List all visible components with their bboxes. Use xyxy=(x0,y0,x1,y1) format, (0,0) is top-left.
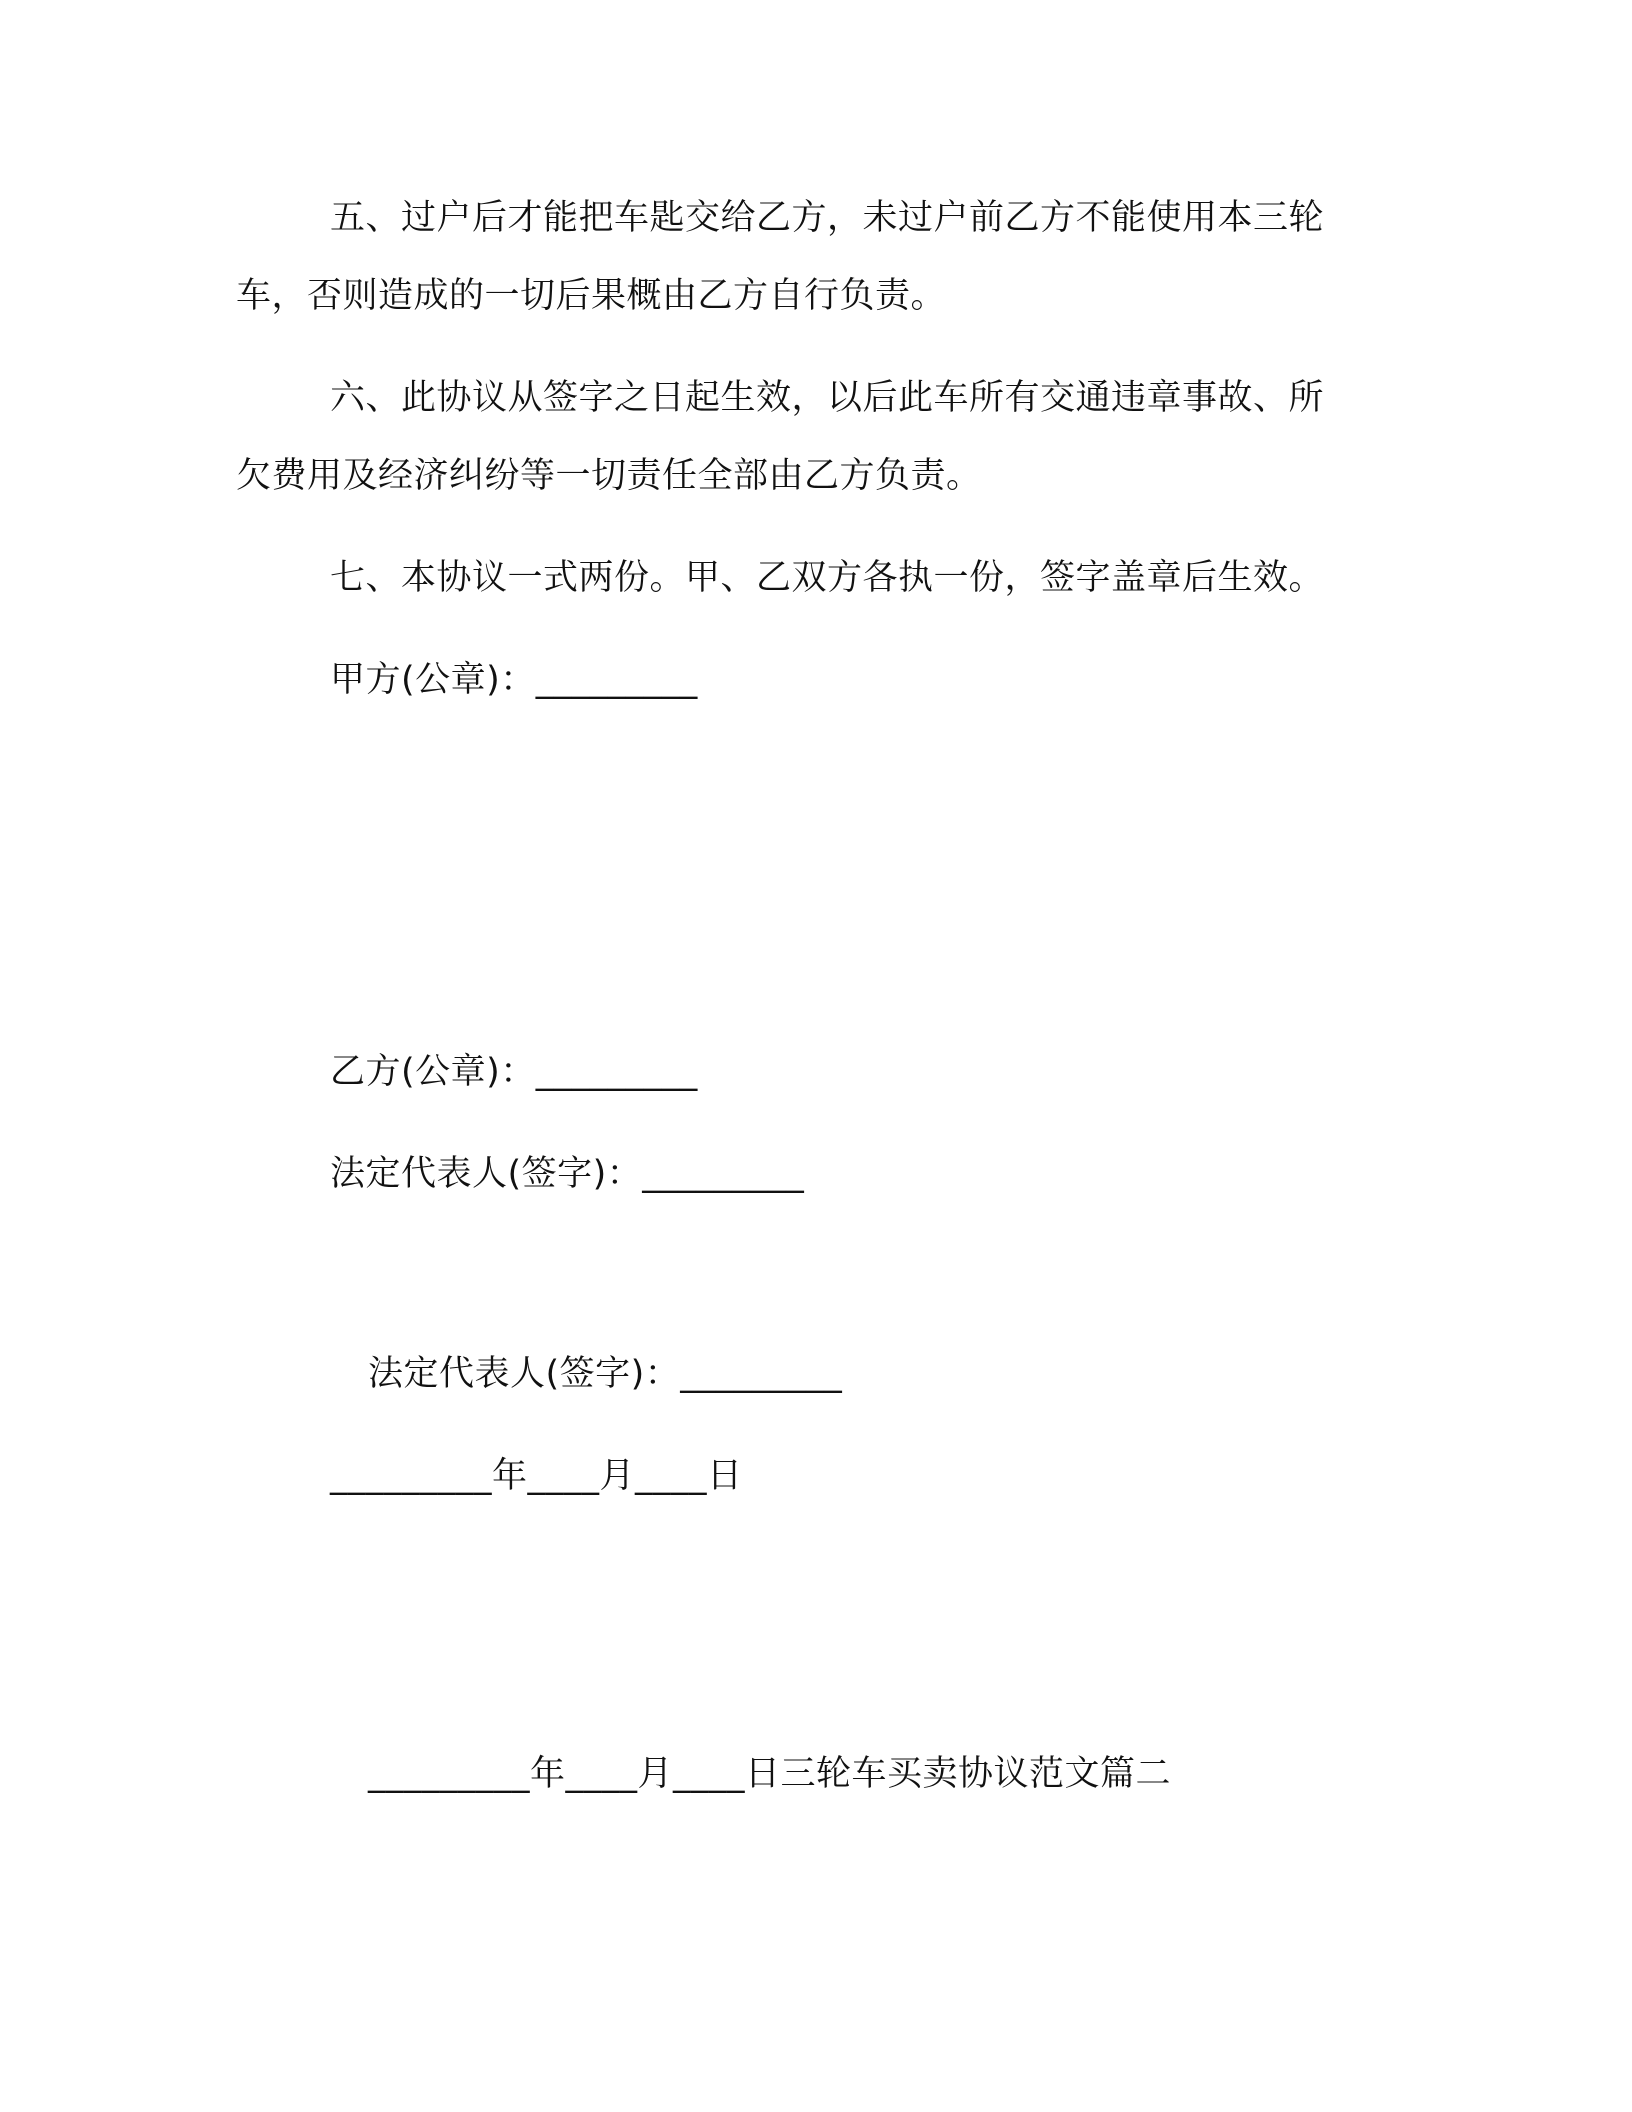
clause-five-line-2: 车，否则造成的一切后果概由乙方自行负责。 xyxy=(236,276,947,316)
clause-six-line-2: 欠费用及经济纠纷等一切责任全部由乙方负责。 xyxy=(236,456,982,496)
party-b-seal-line: 乙方(公章)：_________ xyxy=(330,1052,698,1092)
legal-representative-signature-line: 法定代表人(签字)：_________ xyxy=(330,1154,805,1194)
legal-representative-signature-line-2: 法定代表人(签字)：_________ xyxy=(368,1354,843,1394)
clause-seven-line-1: 七、本协议一式两份。甲、乙双方各执一份，签字盖章后生效。 xyxy=(330,558,1325,598)
party-a-seal-line: 甲方(公章)：_________ xyxy=(330,660,698,700)
clause-six-line-1: 六、此协议从签字之日起生效，以后此车所有交通违章事故、所 xyxy=(330,378,1325,418)
signing-date-line: _________年____月____日 xyxy=(330,1456,743,1496)
clause-five-line-1: 五、过户后才能把车匙交给乙方，未过户前乙方不能使用本三轮 xyxy=(330,198,1325,238)
next-section-title: _________年____月____日三轮车买卖协议范文篇二 xyxy=(368,1754,1172,1794)
